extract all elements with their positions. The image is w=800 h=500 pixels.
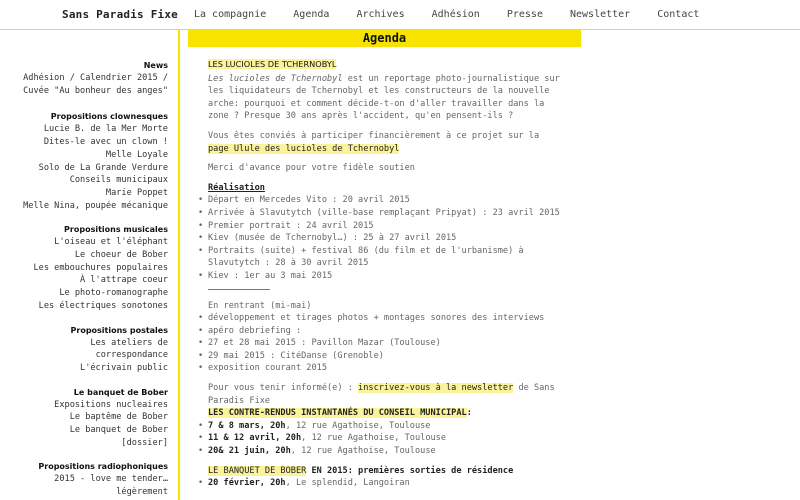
list-item: • 29 mai 2015 : CitéDanse (Grenoble) <box>208 350 563 363</box>
list-item: • 27 et 28 mai 2015 : Pavillon Mazar (Toulouse) <box>208 337 563 350</box>
event-date: 20 février, 20h <box>208 478 286 489</box>
sidebar-link[interactable]: Melle Nina, poupée mécanique <box>23 200 168 211</box>
list-item: • Kiev : 1er au 3 mai 2015 <box>208 270 563 283</box>
realisation-list <box>208 194 563 282</box>
banquet-title[interactable]: LE BANQUET DE BOBER <box>208 465 307 476</box>
realisation-heading: Réalisation <box>208 182 265 193</box>
sidebar-link[interactable]: légèrement <box>116 487 168 498</box>
sidebar-link[interactable]: Le banquet de Bober <box>69 425 168 436</box>
sidebar-link[interactable]: Solo de La Grande Verdure <box>38 162 168 173</box>
invite-paragraph <box>208 130 563 155</box>
sidebar-link[interactable]: Dites-le avec un clown ! <box>43 137 168 148</box>
sidebar-section-news <box>0 60 168 97</box>
sidebar-section-radiophoniques <box>0 461 168 498</box>
sidebar-heading: Propositions radiophoniques <box>38 462 168 472</box>
nav-item-archives[interactable]: Archives <box>356 9 405 20</box>
divider <box>208 289 270 290</box>
sidebar-section-postales <box>0 325 168 375</box>
sidebar-link[interactable]: Le photo-romanographe <box>59 288 168 299</box>
sidebar-link[interactable]: Les ateliers de <box>90 337 168 348</box>
event-place: , 12 rue Agathoise, Toulouse <box>301 433 447 444</box>
sidebar-link[interactable]: 2015 - love me tender… <box>54 474 168 485</box>
list-item <box>208 445 563 458</box>
intro-text: est un reportage photo-journalistique sur les liquidateurs de Tchernobyl et les constructeurs de la nouvelle arche: pourquoi et comment décide-t-on d'aller travailler dans la zone ? Presque 30 ans après l'accident, qu'en pensent-ils ? <box>208 73 560 122</box>
event-date: 11 & 12 avril, 20h <box>208 433 302 444</box>
sidebar-heading: Propositions musicales <box>64 225 168 235</box>
event-date: 7 & 8 mars, 20h <box>208 420 286 431</box>
main-content <box>188 30 583 500</box>
sidebar-link[interactable]: Le baptême de Bober <box>69 412 168 423</box>
list-item: • Portraits (suite) + festival 86 (du film et de l'urbanisme) à Slavutytch : 28 à 30 avril 2015 <box>208 245 563 270</box>
sidebar-link[interactable]: Melle Loyale <box>105 149 168 160</box>
sidebar-section-musicales <box>0 224 168 312</box>
newsletter-text: Pour vous tenir informé(e) : <box>208 383 359 394</box>
event-place: , Le splendid, Langoiran <box>285 478 410 489</box>
list-item <box>208 477 563 490</box>
page-title: Agenda <box>188 30 581 47</box>
sidebar-link[interactable]: À l'attrape coeur <box>80 275 168 286</box>
newsletter-link[interactable]: inscrivez-vous à la newsletter <box>358 383 514 394</box>
banquet-list <box>208 477 563 490</box>
list-item <box>208 420 563 433</box>
nav-item-contact[interactable]: Contact <box>657 9 700 20</box>
sidebar-link[interactable]: Le choeur de Bober <box>74 250 168 261</box>
sidebar-link[interactable]: Cuvée "Au bonheur des anges" <box>23 85 168 96</box>
conseil-list <box>208 420 563 458</box>
sidebar-link[interactable]: Expositions nucleaires <box>54 399 168 410</box>
sidebar-link[interactable]: Les électriques sonotones <box>38 300 168 311</box>
event-date: 20& 21 juin, 20h <box>208 446 291 457</box>
ulule-link[interactable]: page Ulule des lucioles de Tchernobyl <box>208 143 400 154</box>
newsletter-text-end: de Sans Paradis Fixe <box>208 383 555 406</box>
banquet-subtitle: EN 2015: premières sorties de résidence <box>306 465 514 476</box>
sidebar-link[interactable]: L'écrivain public <box>80 362 168 373</box>
invite-text: Vous êtes conviés à participer financièrement à ce projet sur la <box>208 130 540 141</box>
sidebar-heading: Propositions clownesques <box>50 112 168 122</box>
nav-item-agenda[interactable]: Agenda <box>293 9 330 20</box>
site-title[interactable]: Sans Paradis Fixe <box>62 8 178 21</box>
list-item: • Premier portrait : 24 avril 2015 <box>208 220 563 233</box>
sidebar-section-banquet <box>0 387 168 450</box>
sidebar-link[interactable]: correspondance <box>95 350 168 361</box>
list-item: • Kiev (musée de Tchernobyl…) : 25 à 27 avril 2015 <box>208 232 563 245</box>
nav-item-newsletter[interactable]: Newsletter <box>570 9 631 20</box>
sidebar-link[interactable]: Conseils municipaux <box>69 175 168 186</box>
list-item: • Départ en Mercedes Vito : 20 avril 2015 <box>208 194 563 207</box>
return-heading: En rentrant (mi-mai) <box>208 300 312 311</box>
event-place: , 12 rue Agathoise, Toulouse <box>285 420 431 431</box>
sidebar-section-clownesques <box>0 111 168 212</box>
sidebar-link[interactable]: Lucie B. de la Mer Morte <box>43 124 168 135</box>
list-item: • développement et tirages photos + montages sonores des interviews <box>208 312 563 325</box>
project-title: LES LUCIOLES DE TCHERNOBYL <box>208 59 337 69</box>
sidebar-heading: Propositions postales <box>70 325 168 335</box>
sidebar-link[interactable]: Adhésion / Calendrier 2015 / <box>23 73 168 83</box>
intro-italic: Les lucioles de Tchernobyl <box>208 73 343 84</box>
newsletter-paragraph <box>208 382 563 407</box>
return-list <box>208 312 563 375</box>
thanks-text: Merci d'avance pour votre fidèle soutien <box>208 163 415 174</box>
list-item: • exposition courant 2015 <box>208 362 563 375</box>
list-item <box>208 432 563 445</box>
nav-item-presse[interactable]: Presse <box>506 9 543 20</box>
sidebar-link[interactable]: Les embouchures populaires <box>33 262 168 273</box>
intro-paragraph <box>208 73 563 123</box>
sidebar-link[interactable]: L'oiseau et l'éléphant <box>54 237 168 248</box>
nav-item-adhesion[interactable]: Adhésion <box>431 9 480 20</box>
sidebar-link[interactable]: [dossier] <box>121 437 168 448</box>
sidebar-link[interactable]: Marie Poppet <box>105 187 168 198</box>
sidebar-heading: News <box>143 61 168 70</box>
top-navigation-bar <box>0 0 800 30</box>
nav-item-la-compagnie[interactable]: La compagnie <box>194 9 267 20</box>
list-item: • Arrivée à Slavutytch (ville-base remplaçant Pripyat) : 23 avril 2015 <box>208 207 563 220</box>
sidebar <box>0 30 180 500</box>
agenda-content: LES LUCIOLES DE TCHERNOBYL Les lucioles de Tchernobyl est un reportage photo-journalistique sur les liquidateurs de Tchernobyl et les constructeurs de la nouvelle arche: pourquoi et comment décide-t-on d'aller travailler dans la zone ? Presque 30 ans après l'accident, qu'en pensent-ils ? Vous êtes conviés à participer financièrement à ce projet sur la page Ulule des lucioles de Tchernobyl Merci d'avance pour votre fidèle soutien Réalisation • Départ en Mercedes Vito : 20 avril 2015 • Arrivée à Slavutytch (ville-base remplaçant Pripyat) : 23 avril 2015 • Premier portrait : 24 avril 2015 • Kiev (musée de Tchernobyl…) : 25 à 27 avril 2015 • Portraits (suite) + festival 86 (du film et de l'urbanisme) à Slavutytch : 28 à 30 avril 2015 • Kiev : 1er au 3 mai 2015 En rentrant (mi-mai) • développement et tirages photos + montages sonores des interviews • apéro debriefing : • 27 et 28 mai 2015 : Pavillon Mazar (Toulouse) • 29 mai 2015 : CitéDanse (Grenoble) • exposition courant 2015 Pour vous tenir informé(e) : inscrivez-vous à la newsletter de Sans Paradis Fixe LES CONTRE-RENDUS INSTANTANÉS DU CONSEIL MUNICIPAL: • 7 & 8 mars, 20h, 12 rue Agathoise, Toulouse • 11 & 12 avril, 20h, 12 rue Agathoise, Toulouse • 20& 21 juin, 20h, 12 rue Agathoise, Toulouse LE BANQUET DE BOBER EN 2015: premières sorties de résidence • 20 février, 20h, Le splendid, Langoiran <box>188 47 563 490</box>
sidebar-heading: Le banquet de Bober <box>73 387 168 397</box>
list-item: • apéro debriefing : <box>208 325 563 338</box>
conseil-title: LES CONTRE-RENDUS INSTANTANÉS DU CONSEIL MUNICIPAL <box>208 408 467 419</box>
main-nav <box>194 9 720 20</box>
event-place: , 12 rue Agathoise, Toulouse <box>290 446 436 457</box>
